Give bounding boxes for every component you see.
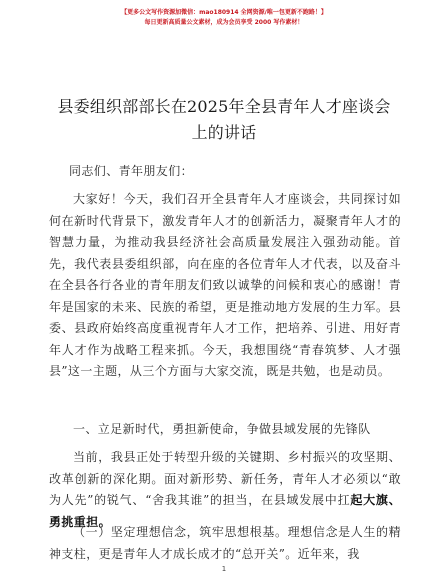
paragraph-section1-bold-text: 起大旗、勇挑重担。: [49, 493, 401, 529]
paragraph-section1: [49, 447, 401, 533]
document-title-line1: 县委组织部部长在2025年全县青年人才座谈会: [57, 97, 391, 116]
paragraph-section1-text: 当前，我县正处于转型升级的关键期、乡村振兴的攻坚期、改革创新的深化期。面对新形势、新任务，青年人才必须以“敢为人先”的锐气、“舍我其谁”的担当，在县域发展中扛: [49, 450, 401, 507]
paragraph-subsection1: （一）坚定理想信念，筑牢思想根基。理想信念是人生的精神支柱，更是青年人才成长成才的“总开关”。近年来，我: [49, 525, 401, 561]
promo-banner-line1: 【更多公文写作资源加微信：mao180914 全网资源∕唯一包更新不跑路！】: [121, 9, 327, 16]
greeting: 同志们、青年朋友们：: [69, 164, 194, 178]
page-number: 1: [221, 565, 227, 573]
section-heading-1: 一、立足新时代，勇担新使命，争做县域发展的先锋队: [73, 422, 371, 436]
promo-banner-line2: 每日更新高质量公文素材，成为会员享受 2000 写作素材！: [144, 19, 304, 26]
document-title-line2: 上的讲话: [191, 123, 257, 142]
paragraph-intro: 大家好！今天，我们召开全县青年人才座谈会，共同探讨如何在新时代背景下，激发青年人才的创新活力，凝聚青年人才的智慧力量，为推动我县经济社会高质量发展注入强劲动能。首先，我代表县委组织部，向在座的各位青年人才代表，以及奋斗在全县各行各业的青年朋友们致以诚挚的问候和衷心的感谢！青年是国家的未来、民族的希望，更是推动地方发展的生力军。县委、县政府始终高度重视青年人才工作，把培养、引进、用好青年人才作为战略工程来抓。今天，我想围绕“青春筑梦、人才强县”这一主题，从三个方面与大家交流，既是共勉，也是动员。: [49, 192, 401, 378]
